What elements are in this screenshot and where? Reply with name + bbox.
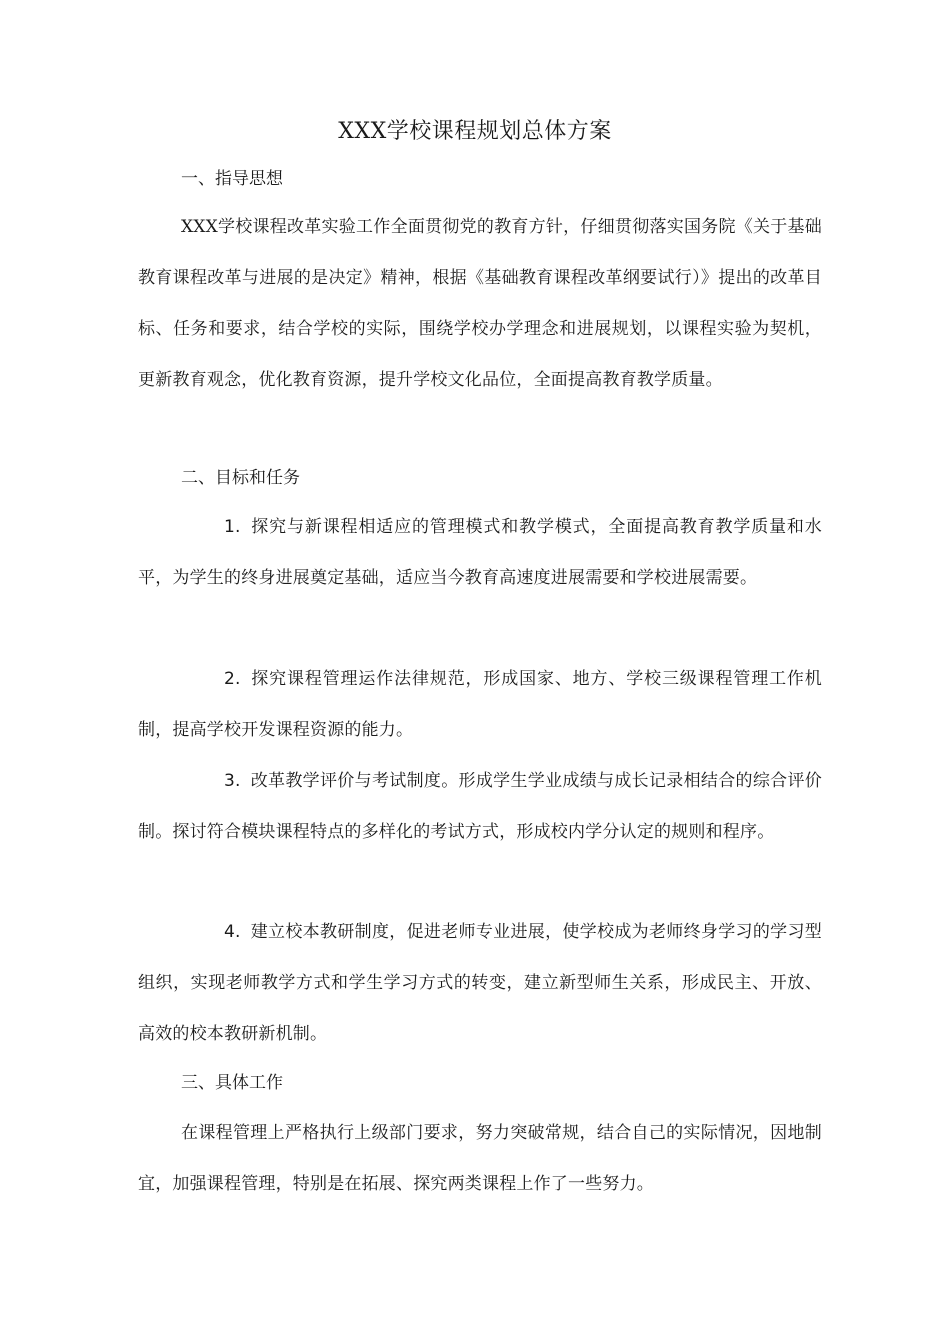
list-item-goal-2 [138,654,822,756]
list-item-text: 探究课程管理运作法律规范，形成国家、地方、学校三级课程管理工作机制，提高学校开发课程资源的能力。 [138,669,822,740]
list-item-number: 3. [224,771,241,791]
paragraph-specific-work: 在课程管理上严格执行上级部门要求，努力突破常规，结合自己的实际情况，因地制宜，加强课程管理，特别是在拓展、探究两类课程上作了一些努力。 [138,1123,822,1194]
section-heading-guiding-thought: 一、指导思想 [181,169,283,189]
list-item-number: 4. [224,922,241,942]
list-item-goal-1 [138,502,822,604]
list-item-number: 1. [224,517,241,537]
paragraph-guiding-thought: XXX学校课程改革实验工作全面贯彻党的教育方针，仔细贯彻落实国务院《关于基础教育课程改革与进展的是决定》精神，根据《基础教育课程改革纲要试行）》提出的改革目标、任务和要求，结合学校的实际，围绕学校办学理念和进展规划，以课程实验为契机，更新教育观念，优化教育资源，提升学校文化品位，全面提高教育教学质量。 [138,217,822,390]
list-item-text: 建立校本教研制度，促进老师专业进展，使学校成为老师终身学习的学习型组织，实现老师教学方式和学生学习方式的转变，建立新型师生关系，形成民主、开放、高效的校本教研新机制。 [138,922,822,1044]
document-title: XXX学校课程规划总体方案 [338,119,612,144]
list-item-text: 探究与新课程相适应的管理模式和教学模式，全面提高教育教学质量和水平，为学生的终身进展奠定基础，适应当今教育高速度进展需要和学校进展需要。 [138,517,822,588]
list-item-number: 2. [224,669,241,689]
section-heading-specific-work: 三、具体工作 [181,1073,283,1093]
list-item-goal-4 [138,907,822,1060]
list-item-text: 改革教学评价与考试制度。形成学生学业成绩与成长记录相结合的综合评价制。探讨符合模块课程特点的多样化的考试方式，形成校内学分认定的规则和程序。 [138,771,822,842]
list-item-goal-3 [138,756,822,858]
section-heading-goals-tasks: 二、目标和任务 [181,468,300,488]
